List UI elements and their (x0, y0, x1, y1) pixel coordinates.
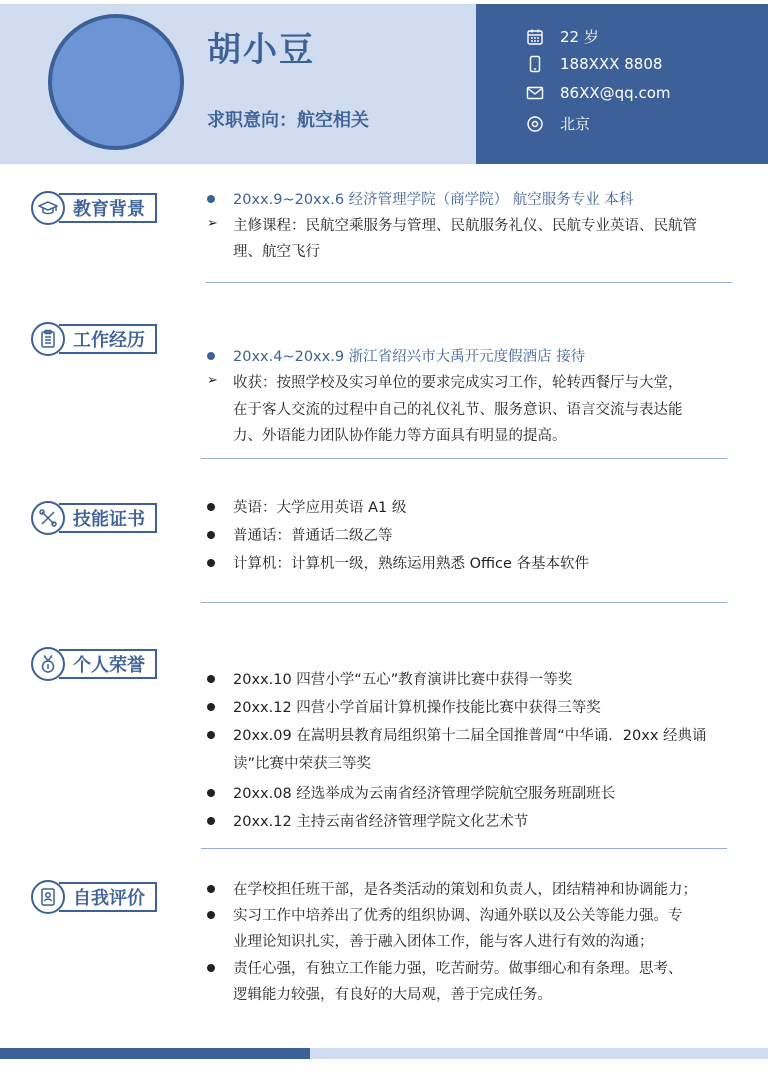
job-intent: 求职意向：航空相关 (207, 110, 369, 131)
section-education-header (31, 192, 157, 224)
phone-icon (526, 55, 544, 73)
avatar (48, 14, 184, 150)
honor-item: 20xx.09 在嵩明县教育局组织第十二届全国推普周“中华诵．20xx 经典诵 (233, 728, 707, 744)
work-line-1: 20xx.4~20xx.9 浙江省绍兴市大禹开元度假酒店 接待 (233, 349, 586, 365)
bullet-icon (207, 817, 215, 825)
bullet-icon (207, 964, 215, 972)
skill-item: 普通话：普通话二级乙等 (233, 528, 393, 544)
section-work-header (31, 323, 157, 355)
work-line-2: 收获：按照学校及实习单位的要求完成实习工作，轮转西餐厅与大堂， (233, 375, 683, 391)
section-honors-title: 个人荣誉 (59, 649, 157, 679)
contact-age (526, 26, 599, 47)
location-icon (526, 115, 544, 133)
bullet-icon (207, 911, 215, 919)
skill-item: 计算机：计算机一级，熟练运用熟悉 Office 各基本软件 (233, 556, 590, 572)
section-work-title: 工作经历 (59, 324, 157, 354)
contact-phone-text: 188XXX 8808 (560, 55, 663, 73)
id-card-icon (31, 880, 65, 914)
contact-phone (526, 55, 662, 73)
education-line-1: 20xx.9~20xx.6 经济管理学院（商学院） 航空服务专业 本科 (233, 192, 634, 208)
arrow-bullet-icon: ➢ (207, 216, 218, 231)
education-line-2: 主修课程：民航空乘服务与管理、民航服务礼仪、民航专业英语、民航管 (233, 218, 697, 234)
arrow-bullet-icon: ➢ (207, 373, 218, 388)
section-skills-header (31, 502, 157, 534)
calendar-icon (526, 28, 544, 46)
honor-item: 20xx.12 四营小学首届计算机操作技能比赛中获得三等奖 (233, 700, 601, 716)
education-line-3: 理、航空飞行 (233, 244, 320, 260)
section-skills-title: 技能证书 (59, 503, 157, 533)
bullet-icon (207, 885, 215, 893)
section-self-header (31, 881, 157, 913)
section-education-title: 教育背景 (59, 193, 157, 223)
divider (201, 848, 727, 849)
honor-item: 20xx.10 四营小学“五心”教育演讲比赛中获得一等奖 (233, 672, 573, 688)
honor-item: 20xx.12 主持云南省经济管理学院文化艺术节 (233, 814, 529, 830)
tools-icon (31, 501, 65, 535)
candidate-name: 胡小豆 (207, 30, 315, 70)
work-line-4: 力、外语能力团队协作能力等方面具有明显的提高。 (233, 428, 567, 444)
self-item: 在学校担任班干部，是各类活动的策划和负责人，团结精神和协调能力； (233, 882, 697, 898)
bullet-icon (207, 531, 215, 539)
section-self-title: 自我评价 (59, 882, 157, 912)
honor-item-continued: 读”比赛中荣获三等奖 (233, 756, 372, 772)
clipboard-icon (31, 322, 65, 356)
bullet-icon (207, 731, 215, 739)
work-line-3: 在于客人交流的过程中自己的礼仪礼节、服务意识、语言交流与表达能 (233, 402, 683, 418)
bullet-icon (207, 503, 215, 511)
bullet-icon (207, 195, 215, 203)
bullet-icon (207, 789, 215, 797)
self-item-continued: 逻辑能力较强，有良好的大局观，善于完成任务。 (233, 987, 552, 1003)
contact-location-text: 北京 (560, 115, 591, 133)
skill-item: 英语：大学应用英语 A1 级 (233, 500, 407, 516)
divider (206, 282, 732, 283)
honor-item: 20xx.08 经选举成为云南省经济管理学院航空服务班副班长 (233, 786, 616, 802)
footer-bar-dark (0, 1048, 310, 1059)
bullet-icon (207, 352, 215, 360)
divider (201, 458, 727, 459)
mail-icon (526, 84, 544, 102)
divider (201, 602, 727, 603)
bullet-icon (207, 703, 215, 711)
bullet-icon (207, 675, 215, 683)
contact-location (526, 113, 590, 134)
self-item-continued: 业理论知识扎实，善于融入团体工作，能与客人进行有效的沟通； (233, 934, 654, 950)
footer-bar-light (310, 1048, 768, 1059)
bullet-icon (207, 559, 215, 567)
contact-email-text: 86XX@qq.com (560, 84, 671, 102)
graduation-cap-icon (31, 191, 65, 225)
contact-age-text: 22 岁 (560, 28, 599, 46)
self-item: 责任心强，有独立工作能力强，吃苦耐劳。做事细心和有条理。思考、 (233, 961, 683, 977)
section-honors-header (31, 648, 157, 680)
self-item: 实习工作中培养出了优秀的组织协调、沟通外联以及公关等能力强。专 (233, 908, 683, 924)
contact-email (526, 84, 671, 102)
medal-icon (31, 647, 65, 681)
